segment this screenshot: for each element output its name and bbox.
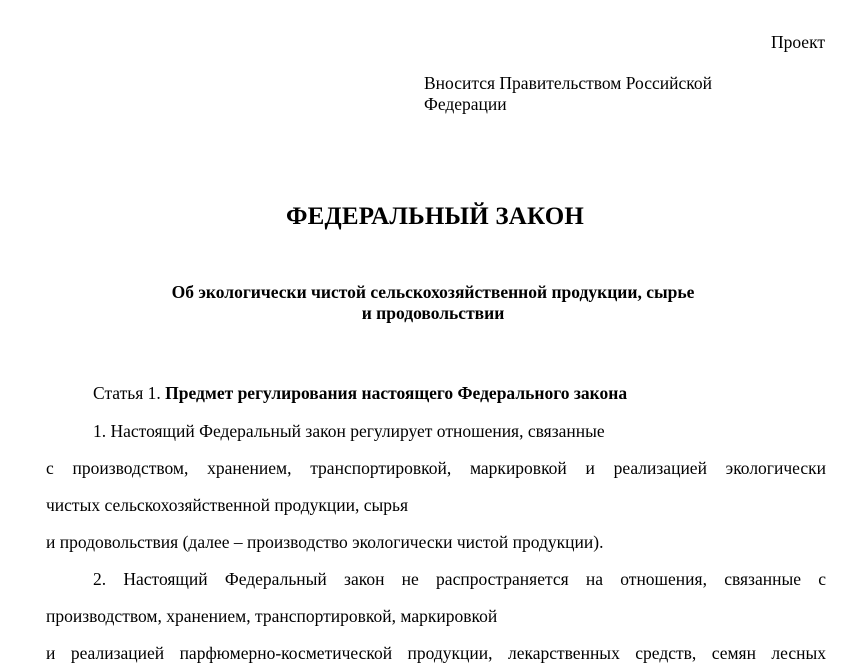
introduced-by-block	[424, 73, 712, 115]
body-line: 2. Настоящий Федеральный закон не распространяется на отношения, связанные с	[93, 569, 826, 589]
article-heading	[93, 382, 627, 404]
body-line: и продовольствия (далее – производство экологически чистой продукции).	[46, 532, 604, 552]
subtitle-line-1: Об экологически чистой сельскохозяйственной продукции, сырье	[171, 282, 695, 302]
draft-status-label: Проект	[770, 32, 825, 52]
body-line: производством, хранением, транспортировкой, маркировкой	[46, 606, 498, 626]
introduced-by-line-2: Федерации	[424, 94, 507, 114]
article-title: Предмет регулирования настоящего Федерального закона	[165, 383, 628, 403]
subtitle-line-2: и продовольствии	[361, 303, 505, 323]
document-title: ФЕДЕРАЛЬНЫЙ ЗАКОН	[285, 203, 585, 230]
article-number: Статья 1.	[93, 383, 161, 403]
introduced-by-line-1: Вносится Правительством Российской	[424, 73, 712, 93]
body-line: 1. Настоящий Федеральный закон регулирует отношения, связанные	[93, 421, 605, 441]
body-line: с производством, хранением, транспортировкой, маркировкой и реализацией экологически	[46, 458, 826, 478]
body-line: и реализацией парфюмерно-косметической продукции, лекарственных средств, семян лесных	[46, 643, 826, 663]
document-subtitle	[0, 282, 861, 324]
body-line: чистых сельскохозяйственной продукции, сырья	[46, 495, 409, 515]
